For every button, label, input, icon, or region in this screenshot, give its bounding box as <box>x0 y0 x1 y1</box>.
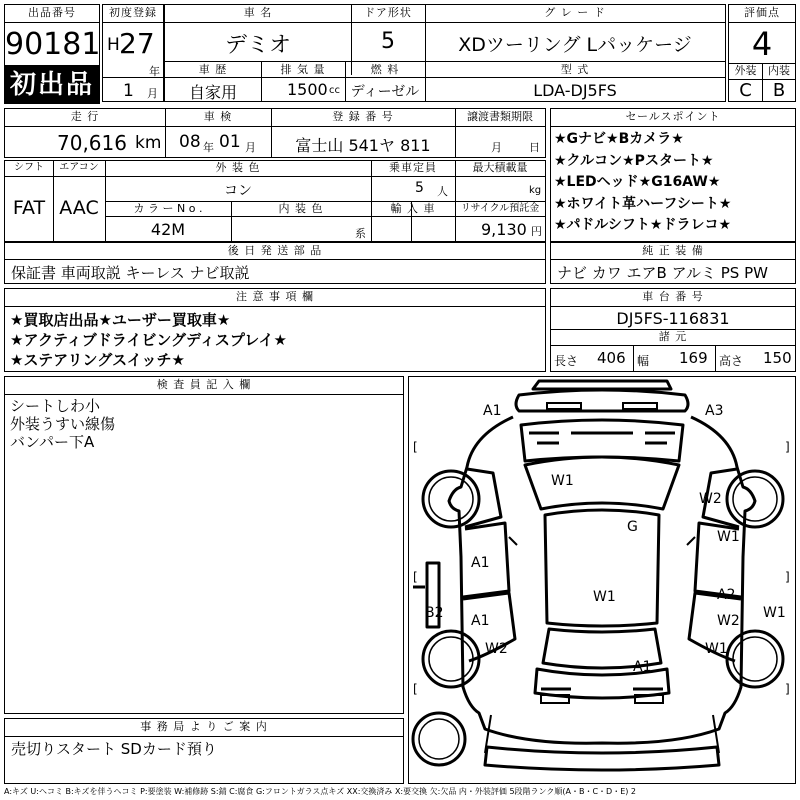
first-registration-year: 27 <box>119 27 155 60</box>
transfer-month-unit: 月 <box>491 141 502 154</box>
mileage-label: 走 行 <box>70 110 100 123</box>
chassis-box <box>550 288 796 372</box>
office-label: 事 務 局 よ り ご 案 内 <box>140 720 268 733</box>
width-label: 幅 <box>637 354 650 368</box>
front-plate-outline <box>547 403 657 409</box>
score-value: 4 <box>751 25 773 63</box>
width-value: 169 <box>679 349 708 367</box>
inspector-line: 外装うすい線傷 <box>10 415 116 433</box>
interior-grade-label: 内装 <box>768 64 790 77</box>
notes-box <box>4 288 546 372</box>
diagram-bracket: [ <box>413 682 418 696</box>
notes-label: 注 意 事 項 欄 <box>236 290 314 303</box>
fuel-label: 燃 料 <box>370 63 400 76</box>
standard-equipment-box <box>550 242 796 284</box>
damage-mark: A1 <box>471 613 490 629</box>
lot-number-value: 90181 <box>5 27 101 62</box>
damage-mark: B2 <box>425 605 444 621</box>
door-value: 5 <box>381 29 395 54</box>
later-parts-value: 保証書 車両取説 キーレス ナビ取説 <box>11 264 250 282</box>
bottom-sill <box>485 715 719 753</box>
interior-color-unit: 系 <box>355 227 366 240</box>
inspection-month: 01 <box>219 132 241 152</box>
car-name-label: 車 名 <box>243 6 273 19</box>
shift-value: FAT <box>12 197 46 219</box>
damage-mark: G <box>627 519 638 535</box>
sales-point-line: ★ホワイト革ハーフシート★ <box>554 195 732 212</box>
front-fascia-slots <box>529 433 675 443</box>
front-grille-outline <box>516 390 688 411</box>
car-diagram <box>409 377 795 783</box>
damage-mark: W2 <box>699 491 722 507</box>
capacity-value: 5 <box>415 180 424 196</box>
sales-point-line: ★クルコン★Pスタート★ <box>554 152 714 169</box>
history-value: 自家用 <box>188 83 237 102</box>
roof-outline <box>545 510 659 626</box>
chassis-value: DJ5FS-116831 <box>616 309 730 328</box>
shift-label: シフト <box>14 162 44 173</box>
registration-label: 登 録 番 号 <box>332 110 394 123</box>
capacity-unit: 人 <box>437 185 448 198</box>
note-line: ★アクティブドライビングディスプレイ★ <box>10 331 287 349</box>
transfer-day-unit: 日 <box>529 141 540 154</box>
max-load-unit: kg <box>529 185 542 196</box>
windshield-outline <box>525 457 679 509</box>
inspector-line: バンパー下A <box>10 433 95 451</box>
recycle-unit: 円 <box>531 225 542 238</box>
length-label: 長さ <box>554 354 579 368</box>
damage-mark: W2 <box>717 613 740 629</box>
displacement-unit: cc <box>329 85 340 96</box>
damage-mark: A1 <box>483 403 502 419</box>
first-registration-year-unit: 年 <box>149 65 160 78</box>
exterior-color-value: コン <box>224 183 252 199</box>
diagram-bracket: [ <box>413 570 418 584</box>
office-value: 売切りスタート SDカード預り <box>11 740 217 758</box>
damage-mark: A2 <box>717 587 736 603</box>
registration-value: 富士山 541ヤ 811 <box>295 136 431 155</box>
office-box <box>4 718 404 784</box>
body-outline <box>449 417 755 743</box>
model-label: 型 式 <box>560 63 590 76</box>
inspection-year-unit: 年 <box>203 141 214 154</box>
rear-bumper-outline <box>485 747 719 770</box>
inspection-month-unit: 月 <box>245 141 256 154</box>
damage-mark: A1 <box>633 659 652 675</box>
first-registration-label: 初度登録 <box>109 6 157 19</box>
sales-point-line: ★Gナビ★Bカメラ★ <box>554 131 684 147</box>
inspection-label: 車 検 <box>203 110 233 123</box>
wheel-rear-right <box>727 631 783 687</box>
score-label: 評価点 <box>744 6 780 19</box>
interior-color-label: 内 装 色 <box>278 202 324 215</box>
standard-equipment-label: 純 正 装 備 <box>642 244 704 257</box>
score-cell <box>728 4 796 102</box>
later-parts-box <box>4 242 546 284</box>
first-registration-month: 1 <box>123 81 134 101</box>
dimensions-label: 諸 元 <box>658 330 688 343</box>
damage-mark: W1 <box>551 473 574 489</box>
color-no-label: カ ラ ー N o . <box>133 202 203 215</box>
aircon-value: AAC <box>59 197 99 219</box>
max-load-label: 最大積載量 <box>472 161 528 174</box>
mileage-value: 70,616 <box>57 131 127 155</box>
length-value: 406 <box>597 349 626 367</box>
exterior-color-label: 外 装 色 <box>215 161 261 174</box>
damage-mark: W1 <box>705 641 728 657</box>
history-label: 車 歴 <box>198 63 228 76</box>
interior-grade-value: B <box>772 80 786 101</box>
left-mirror <box>509 537 695 545</box>
wheel-rear-right-inner <box>733 637 777 681</box>
lot-number-cell <box>4 4 100 66</box>
color-no-value: 42M <box>150 220 186 239</box>
first-registration-cell <box>102 4 164 102</box>
note-line: ★買取店出品★ユーザー買取車★ <box>10 311 231 329</box>
first-registration-era: H <box>107 35 120 55</box>
damage-mark: A3 <box>705 403 724 419</box>
sales-points-box <box>550 108 796 242</box>
grade-value: XDツーリング Lパッケージ <box>458 34 692 56</box>
inspection-year: 08 <box>179 132 201 152</box>
mileage-unit: km <box>135 133 162 153</box>
diagram-bracket: ] <box>785 440 790 454</box>
diagram-bracket: ] <box>785 682 790 696</box>
inspector-box <box>4 376 404 714</box>
transfer-label: 譲渡書類期限 <box>467 110 533 123</box>
standard-equipment-value: ナビ カワ エアB アルミ PS PW <box>557 264 768 282</box>
height-label: 高さ <box>719 354 744 368</box>
chassis-label: 車 台 番 号 <box>642 290 704 303</box>
spec-row <box>4 160 546 242</box>
first-listing-badge: 初出品 <box>4 66 100 104</box>
sales-point-line: ★パドルシフト★ドラレコ★ <box>554 217 732 233</box>
wheel-rear-left-inner <box>429 637 473 681</box>
inspector-line: シートしわ小 <box>10 397 101 415</box>
lot-number-label: 出品番号 <box>28 6 76 19</box>
recycle-value: 9,130 <box>481 220 527 239</box>
height-value: 150 <box>763 349 792 367</box>
sales-points-label: セールスポイント <box>625 110 721 123</box>
door-label: ドア形状 <box>364 6 412 19</box>
diagram-bracket: ] <box>785 570 790 584</box>
later-parts-label: 後 日 発 送 部 品 <box>227 244 323 257</box>
damage-mark: W2 <box>485 641 508 657</box>
sales-point-line: ★LEDヘッド★G16AW★ <box>554 174 721 190</box>
spare-wheel <box>413 713 465 765</box>
car-name-value: デミオ <box>224 33 291 58</box>
import-label: 輸 入 車 <box>390 202 436 215</box>
first-registration-month-unit: 月 <box>147 87 158 100</box>
exterior-grade-label: 外装 <box>734 64 757 77</box>
note-line: ★ステアリングスイッチ★ <box>10 351 185 369</box>
model-value: LDA-DJ5FS <box>533 81 617 100</box>
mileage-row <box>4 108 546 158</box>
hood-outline <box>521 420 683 461</box>
exterior-grade-value: C <box>739 80 752 101</box>
inspector-label: 検 査 員 記 入 欄 <box>156 378 252 391</box>
fuel-value: ディーゼル <box>350 84 420 100</box>
damage-mark: W1 <box>717 529 740 545</box>
grade-label: グ レ ー ド <box>544 6 606 19</box>
recycle-label: リサイクル預託金 <box>460 203 540 214</box>
front-bumper-outline <box>533 381 671 389</box>
displacement-value: 1500 <box>287 80 328 99</box>
damage-mark: A1 <box>471 555 490 571</box>
capacity-label: 乗車定員 <box>389 161 437 174</box>
car-info-block <box>164 4 726 102</box>
damage-diagram-box <box>408 376 796 784</box>
damage-mark: W1 <box>763 605 786 621</box>
legend-text: A:キズ U:ヘコミ B:キズを伴うヘコミ P:要塗装 W:補修跡 S:錆 C:腐食 G:フロントガラス点キズ XX:交換済み X:要交換 欠:欠品 内・外装評価 5段階ランク順(A・B・C・D・E) 2 <box>4 787 637 796</box>
spare-wheel-inner <box>419 719 459 759</box>
displacement-label: 排 気 量 <box>280 63 326 76</box>
aircon-label: エアコン <box>59 162 99 173</box>
damage-mark: W1 <box>593 589 616 605</box>
diagram-bracket: [ <box>413 440 418 454</box>
